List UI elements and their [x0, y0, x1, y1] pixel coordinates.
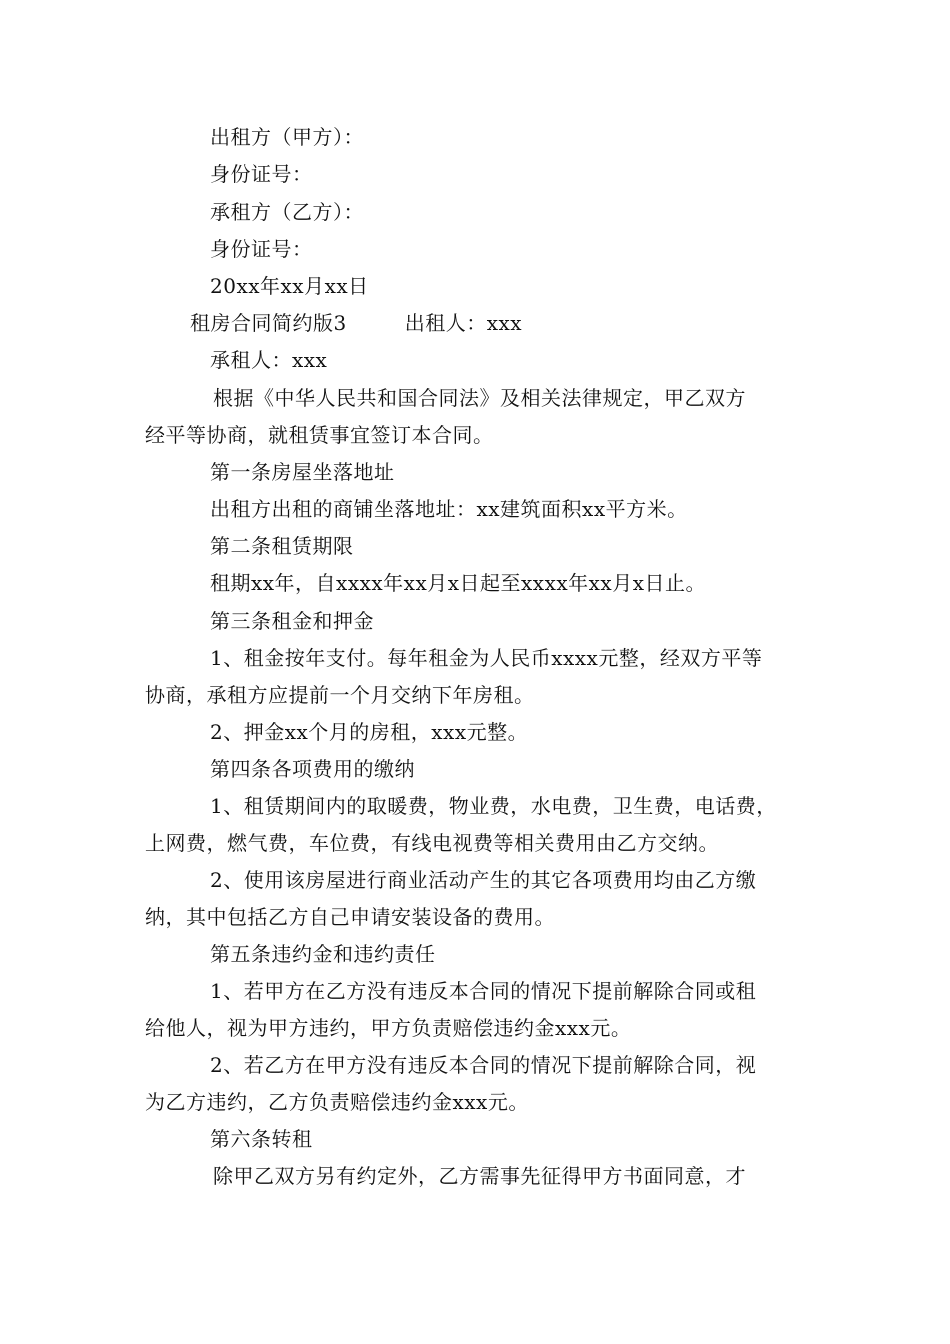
article-4-clause-2-line-2: 纳，其中包括乙方自己申请安装设备的费用。 [145, 905, 555, 929]
lessee-id-label: 身份证号： [210, 237, 313, 261]
article-1-text: 出租方出租的商铺坐落地址：xx建筑面积xx平方米。 [210, 497, 688, 521]
article-6-text-line-1: 除甲乙双方另有约定外，乙方需事先征得甲方书面同意，才 [213, 1164, 746, 1188]
article-3-heading: 第三条租金和押金 [210, 609, 374, 633]
preamble-line-2: 经平等协商，就租赁事宜签订本合同。 [145, 423, 494, 447]
article-5-clause-2-line-2: 为乙方违约，乙方负责赔偿违约金xxx元。 [145, 1090, 529, 1114]
lessor-id-label: 身份证号： [210, 162, 313, 186]
article-4-clause-1-line-2: 上网费，燃气费，车位费，有线电视费等相关费用由乙方交纳。 [145, 831, 719, 855]
signing-date: 20xx年xx月xx日 [210, 274, 369, 298]
article-4-clause-2-line-1: 2、使用该房屋进行商业活动产生的其它各项费用均由乙方缴 [210, 868, 757, 892]
contract-title: 租房合同简约版3 [190, 311, 347, 335]
article-4-heading: 第四条各项费用的缴纳 [210, 757, 415, 781]
lessor-name-line: 出租人：xxx [404, 311, 523, 335]
article-5-clause-2-line-1: 2、若乙方在甲方没有违反本合同的情况下提前解除合同，视 [210, 1053, 757, 1077]
article-3-clause-1-line-2: 协商，承租方应提前一个月交纳下年房租。 [145, 683, 535, 707]
article-2-heading: 第二条租赁期限 [210, 534, 354, 558]
contract-heading-line [190, 311, 522, 335]
article-1-heading: 第一条房屋坐落地址 [210, 460, 395, 484]
article-5-heading: 第五条违约金和违约责任 [210, 942, 436, 966]
article-2-text: 租期xx年，自xxxx年xx月x日起至xxxx年xx月x日止。 [210, 571, 706, 595]
lessee-name-line: 承租人：xxx [210, 348, 328, 372]
lessor-party-label: 出租方（甲方）： [210, 125, 364, 149]
article-3-clause-1-line-1: 1、租金按年支付。每年租金为人民币xxxx元整，经双方平等 [210, 646, 763, 670]
preamble-line-1: 根据《中华人民共和国合同法》及相关法律规定，甲乙双方 [213, 386, 746, 410]
article-6-heading: 第六条转租 [210, 1127, 313, 1151]
article-4-clause-1-line-1: 1、租赁期间内的取暖费，物业费，水电费，卫生费，电话费， [210, 794, 777, 818]
article-5-clause-1-line-1: 1、若甲方在乙方没有违反本合同的情况下提前解除合同或租 [210, 979, 757, 1003]
article-5-clause-1-line-2: 给他人，视为甲方违约，甲方负责赔偿违约金xxx元。 [145, 1016, 632, 1040]
lessee-party-label: 承租方（乙方）： [210, 200, 364, 224]
article-3-clause-2: 2、押金xx个月的房租，xxx元整。 [210, 720, 529, 744]
